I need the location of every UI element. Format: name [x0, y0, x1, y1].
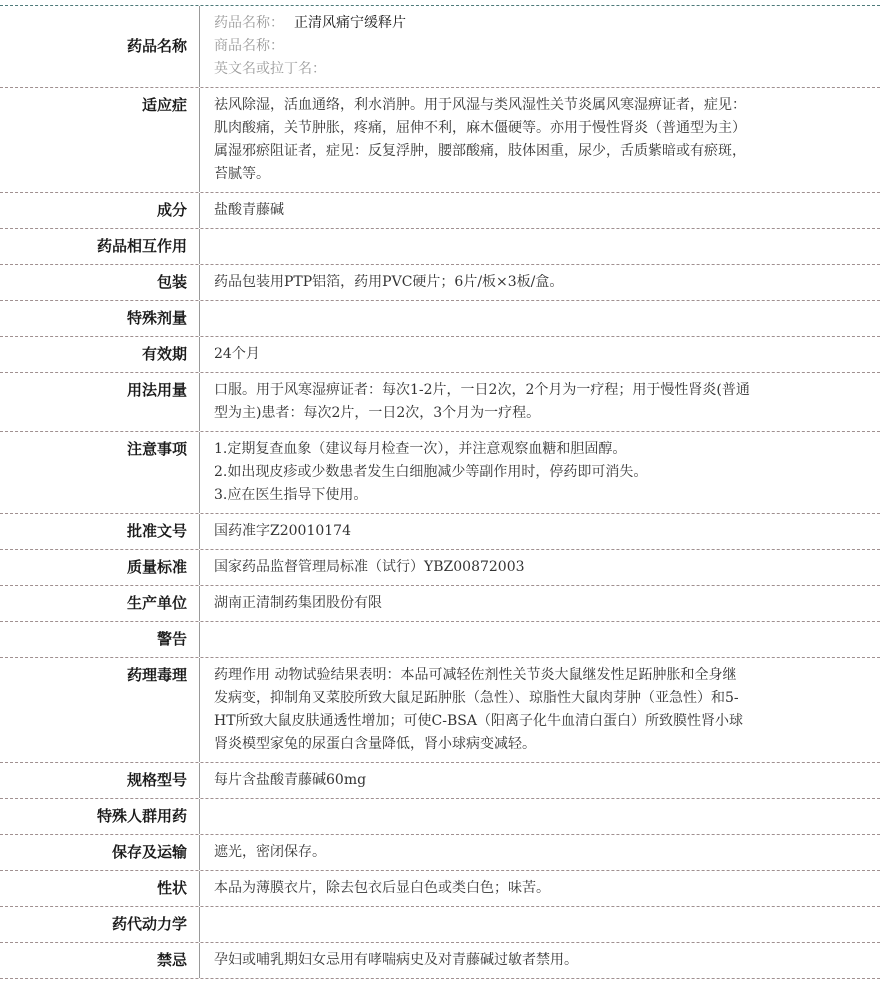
- row-value: [200, 432, 880, 513]
- row-value: 口服。用于风寒湿痹证者：每次1-2片，一日2次，2个月为一疗程；用于慢性肾炎(普通型为主)患者：每次2片，一日2次，3个月为一疗程。: [214, 382, 750, 421]
- row-warning: [0, 622, 880, 658]
- row-value: [200, 6, 880, 87]
- row-label: 警告: [0, 622, 200, 657]
- drug-info-table: [0, 5, 880, 979]
- row-label: 保存及运输: [0, 835, 200, 870]
- row-precautions: [0, 432, 880, 514]
- row-label: 药理毒理: [0, 658, 200, 762]
- row-label: 药品相互作用: [0, 229, 200, 264]
- english-name-line: [214, 58, 750, 81]
- row-value: [200, 622, 880, 657]
- row-label: 批准文号: [0, 514, 200, 549]
- row-value: 药理作用 动物试验结果表明：本品可减轻佐剂性关节炎大鼠继发性足跖肿胀和全身继发病变，抑制角叉菜胶所致大鼠足跖肿胀（急性）、琼脂性大鼠肉芽肿（亚急性）和5-HT所致大鼠皮肤通透性增加；可使C-BSA（阳离子化牛血清白蛋白）所致膜性肾小球肾炎模型家兔的尿蛋白含量降低，肾小球病变减轻。: [214, 667, 743, 752]
- row-value: 24个月: [214, 346, 260, 362]
- row-dosage-usage: [0, 373, 880, 432]
- row-label: 包装: [0, 265, 200, 300]
- row-manufacturer: [0, 586, 880, 622]
- row-value: 孕妇或哺乳期妇女忌用有哮喘病史及对青藤碱过敏者禁用。: [214, 952, 578, 968]
- row-pharmacokinetics: [0, 907, 880, 943]
- row-description: [0, 871, 880, 907]
- row-specification: [0, 763, 880, 799]
- drug-name-line: [214, 12, 750, 35]
- row-label: 特殊人群用药: [0, 799, 200, 834]
- row-label: 性状: [0, 871, 200, 906]
- row-packaging: [0, 265, 880, 301]
- row-label: 生产单位: [0, 586, 200, 621]
- row-value: 国家药品监督管理局标准（试行）YBZ00872003: [214, 559, 525, 575]
- field-value: 正清风痛宁缓释片: [294, 15, 406, 31]
- row-shelf-life: [0, 337, 880, 373]
- row-label: 药品名称: [0, 6, 200, 87]
- field-label: 英文名或拉丁名：: [214, 61, 326, 77]
- row-value: [200, 229, 880, 264]
- row-value: 盐酸青藤碱: [214, 202, 284, 218]
- row-value: 本品为薄膜衣片，除去包衣后显白色或类白色；味苦。: [214, 880, 550, 896]
- row-label: 规格型号: [0, 763, 200, 798]
- precaution-line-1: 1.定期复查血象（建议每月检查一次），并注意观察血糖和胆固醇。: [214, 441, 627, 457]
- row-label: 用法用量: [0, 373, 200, 431]
- row-pharmacology-toxicology: [0, 658, 880, 763]
- row-label: 药代动力学: [0, 907, 200, 942]
- row-label: 特殊剂量: [0, 301, 200, 336]
- row-contraindications: [0, 943, 880, 979]
- precaution-line-2: 2.如出现皮疹或少数患者发生白细胞减少等副作用时，停药即可消失。: [214, 464, 648, 480]
- row-value: 湖南正清制药集团股份有限: [214, 595, 382, 611]
- row-value: [200, 799, 880, 834]
- row-value: [200, 907, 880, 942]
- field-label: 药品名称：: [214, 15, 284, 31]
- row-special-population: [0, 799, 880, 835]
- row-special-dosage: [0, 301, 880, 337]
- row-value: 遮光，密闭保存。: [214, 844, 326, 860]
- precaution-line-3: 3.应在医生指导下使用。: [214, 487, 368, 503]
- row-indications: [0, 88, 880, 193]
- row-value: 祛风除湿，活血通络，利水消肿。用于风湿与类风湿性关节炎属风寒湿痹证者，症见：肌肉酸痛，关节肿胀，疼痛，屈伸不利，麻木僵硬等。亦用于慢性肾炎（普通型为主）属湿邪瘀阻证者，症见：反复浮肿，腰部酸痛，肢体困重，尿少，舌质紫暗或有瘀斑，苔腻等。: [214, 97, 746, 182]
- row-quality-standard: [0, 550, 880, 586]
- row-value: 每片含盐酸青藤碱60mg: [214, 772, 367, 788]
- row-storage-transport: [0, 835, 880, 871]
- row-ingredients: [0, 193, 880, 229]
- row-approval-number: [0, 514, 880, 550]
- row-value: 国药准字Z20010174: [214, 523, 351, 539]
- field-label: 商品名称：: [214, 38, 284, 54]
- row-label: 注意事项: [0, 432, 200, 513]
- row-label: 质量标准: [0, 550, 200, 585]
- row-label: 有效期: [0, 337, 200, 372]
- row-drug-name: [0, 6, 880, 88]
- row-label: 成分: [0, 193, 200, 228]
- row-drug-interactions: [0, 229, 880, 265]
- row-label: 禁忌: [0, 943, 200, 978]
- trade-name-line: [214, 35, 750, 58]
- row-value: 药品包装用PTP铝箔，药用PVC硬片；6片/板×3板/盒。: [214, 274, 564, 290]
- row-value: [200, 301, 880, 336]
- row-label: 适应症: [0, 88, 200, 192]
